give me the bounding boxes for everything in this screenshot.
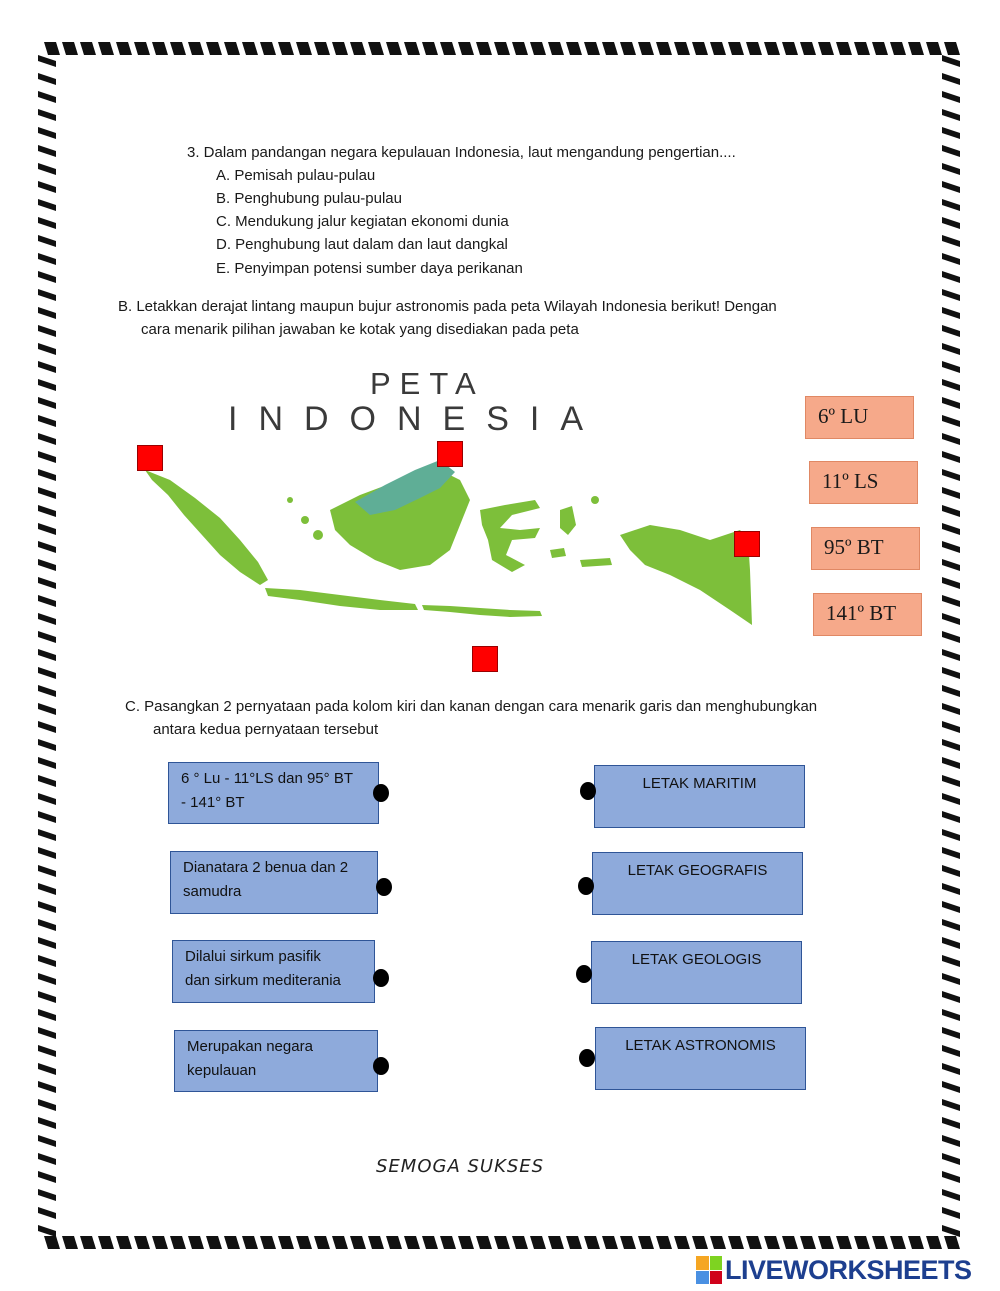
match-left-2 bbox=[170, 851, 378, 914]
match-left-3-line2: dan sirkum mediterania bbox=[185, 972, 341, 989]
border-bottom bbox=[44, 1236, 960, 1249]
match-left-4 bbox=[174, 1030, 378, 1092]
match-left-1-connector-dot[interactable] bbox=[373, 784, 389, 802]
map-title-peta: PETA bbox=[370, 366, 485, 401]
map-sulawesi bbox=[480, 500, 540, 572]
match-right-2: LETAK GEOGRAFIS bbox=[592, 852, 803, 915]
coord-card-95-bt[interactable]: 95º BT bbox=[811, 527, 920, 570]
liveworksheets-brand[interactable] bbox=[696, 1254, 972, 1286]
map-sumatra bbox=[145, 470, 268, 585]
brand-name: LIVEWORKSHEETS bbox=[725, 1254, 972, 1285]
match-right-3-connector-dot[interactable] bbox=[576, 965, 592, 983]
map-drop-target-northwest[interactable] bbox=[137, 445, 163, 471]
match-left-2-line1: Dianatara 2 benua dan 2 bbox=[183, 859, 349, 876]
match-left-3 bbox=[172, 940, 375, 1003]
section-c-instruction-line1: C. Pasangkan 2 pernyataan pada kolom kiri dan kanan dengan cara menarik garis dan menghubungkan bbox=[125, 698, 818, 715]
map-maluku bbox=[560, 506, 576, 535]
match-left-4-line2: kepulauan bbox=[187, 1062, 257, 1079]
section-c-instruction-line2: antara kedua pernyataan tersebut bbox=[153, 721, 379, 738]
match-right-4: LETAK ASTRONOMIS bbox=[595, 1027, 806, 1090]
map-java bbox=[265, 588, 418, 610]
match-left-3-connector-dot[interactable] bbox=[373, 969, 389, 987]
border-left bbox=[38, 55, 56, 1237]
question-3-option-c: C. Mendukung jalur kegiatan ekonomi dunia bbox=[216, 213, 509, 230]
match-right-1: LETAK MARITIM bbox=[594, 765, 805, 828]
question-3-option-e: E. Penyimpan potensi sumber daya perikanan bbox=[216, 260, 523, 277]
map-drop-target-south[interactable] bbox=[472, 646, 498, 672]
match-right-3: LETAK GEOLOGIS bbox=[591, 941, 802, 1004]
coord-card-141-bt[interactable]: 141º BT bbox=[813, 593, 922, 636]
map-drop-target-east[interactable] bbox=[734, 531, 760, 557]
coord-card-11-ls[interactable]: 11º LS bbox=[809, 461, 918, 504]
match-right-2-connector-dot[interactable] bbox=[578, 877, 594, 895]
border-top bbox=[44, 42, 960, 55]
liveworksheets-logo-icon bbox=[696, 1256, 722, 1284]
match-left-4-line1: Merupakan negara bbox=[187, 1038, 313, 1055]
map-title-indonesia: INDONESIA bbox=[228, 400, 605, 438]
section-b-instruction-line1: B. Letakkan derajat lintang maupun bujur astronomis pada peta Wilayah Indonesia berikut! Dengan bbox=[118, 298, 777, 315]
indonesia-map bbox=[140, 440, 760, 640]
match-left-1 bbox=[168, 762, 379, 824]
border-right bbox=[942, 55, 960, 1237]
match-left-3-line1: Dilalui sirkum pasifik bbox=[185, 948, 321, 965]
match-left-2-connector-dot[interactable] bbox=[376, 878, 392, 896]
question-3-option-a: A. Pemisah pulau-pulau bbox=[216, 167, 376, 184]
match-left-1-line2: - 141° BT bbox=[181, 794, 245, 811]
match-left-4-connector-dot[interactable] bbox=[373, 1057, 389, 1075]
match-left-1-line1: 6 ° Lu - 11°LS dan 95° BT bbox=[181, 770, 353, 787]
footer-message: SEMOGA SUKSES bbox=[376, 1156, 545, 1177]
coord-card-6-lu[interactable]: 6º LU bbox=[805, 396, 914, 439]
map-nusa-tenggara bbox=[422, 605, 542, 617]
question-3-option-d: D. Penghubung laut dalam dan laut dangkal bbox=[216, 236, 508, 253]
map-papua bbox=[620, 525, 752, 625]
map-drop-target-north[interactable] bbox=[437, 441, 463, 467]
match-left-2-line2: samudra bbox=[183, 883, 242, 900]
section-b-instruction-line2: cara menarik pilihan jawaban ke kotak yang disediakan pada peta bbox=[141, 321, 579, 338]
question-3-option-b: B. Penghubung pulau-pulau bbox=[216, 190, 402, 207]
match-right-1-connector-dot[interactable] bbox=[580, 782, 596, 800]
match-right-4-connector-dot[interactable] bbox=[579, 1049, 595, 1067]
question-3-stem: 3. Dalam pandangan negara kepulauan Indonesia, laut mengandung pengertian.... bbox=[187, 144, 736, 161]
